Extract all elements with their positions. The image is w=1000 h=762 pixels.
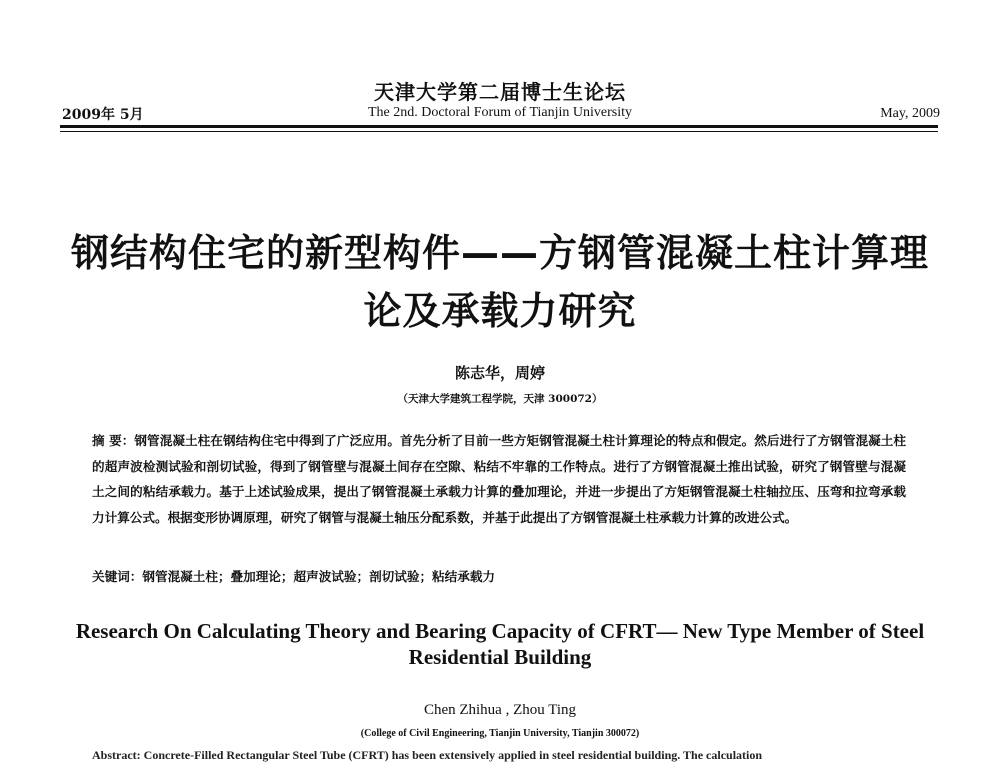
keywords-cn-text: 钢管混凝土柱；叠加理论；超声波试验；剖切试验；粘结承载力	[142, 569, 495, 584]
abstract-cn-text: 钢管混凝土柱在钢结构住宅中得到了广泛应用。首先分析了目前一些方矩钢管混凝土柱计算理论的特点和假定。然后进行了方钢管混凝土柱的超声波检测试验和剖切试验，得到了钢管壁与混凝土间存在空隙、粘结不牢靠的工作特点。进行了方钢管混凝土推出试验，研究了钢管壁与混凝土之间的粘结承载力。基于上述试验成果，提出了钢管混凝土承载力计算的叠加理论，并进一步提出了方矩钢管混凝土柱轴拉压、压弯和拉弯承载力计算公式。根据变形协调原理，研究了钢管与混凝土轴压分配系数，并基于此提出了方钢管混凝土柱承载力计算的改进公式。	[92, 433, 907, 525]
header-rule-thick	[60, 125, 938, 128]
affiliation-en: (College of Civil Engineering, Tianjin University, Tianjin 300072)	[360, 728, 640, 739]
header-rule-thin	[60, 131, 938, 132]
paper-title-en: Research On Calculating Theory and Bearing Capacity of CFRT— New Type Member of Steel Residential Building	[75, 619, 925, 669]
abstract-cn-label: 摘 要：	[92, 433, 135, 448]
abstract-en-start: Abstract: Concrete-Filled Rectangular Steel Tube (CFRT) has been extensively applied in steel residential building. The calculation	[92, 748, 763, 762]
authors-cn: 陈志华，周婷	[454, 364, 545, 382]
authors-en: Chen Zhihua , Zhou Ting	[423, 702, 577, 718]
forum-title-cn: 天津大学第二届博士生论坛	[374, 80, 626, 104]
header-date-en: May, 2009	[880, 106, 940, 121]
header-date-cn: 2009年 5月	[62, 107, 144, 123]
affiliation-cn: （天津大学建筑工程学院，天津 300072）	[397, 393, 603, 405]
keywords-cn-label: 关键词：	[92, 569, 143, 584]
abstract-cn	[92, 428, 906, 530]
paper-title-cn: 钢结构住宅的新型构件——方钢管混凝土柱计算理论及承载力研究	[70, 231, 929, 333]
keywords-cn	[92, 566, 906, 585]
forum-title-en: The 2nd. Doctoral Forum of Tianjin University	[367, 105, 633, 120]
